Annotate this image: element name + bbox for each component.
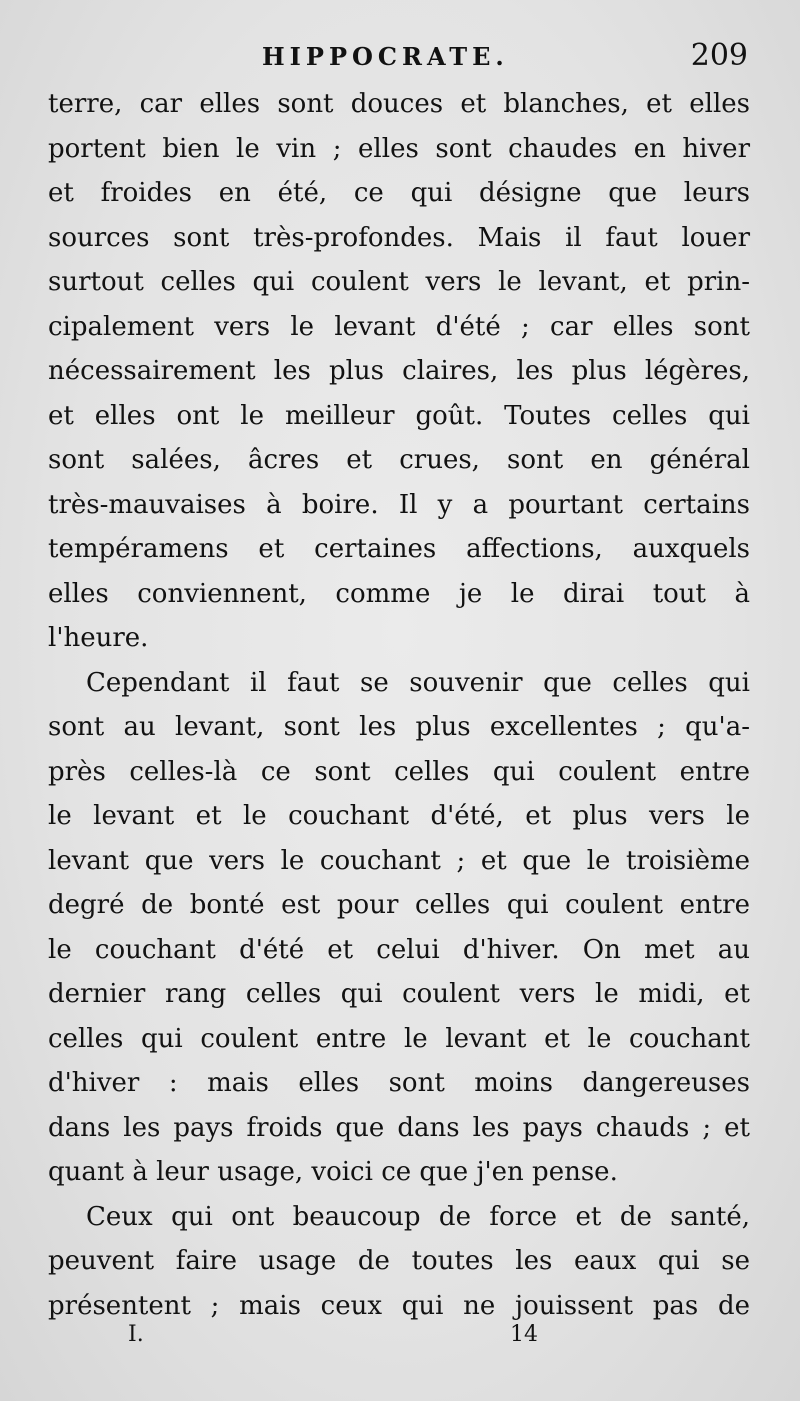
text-line: sources sont très-profondes. Mais il faut louer xyxy=(48,222,750,253)
page-number: 209 xyxy=(690,38,748,73)
text-line: l'heure. xyxy=(48,623,149,653)
text-line: le levant et le couchant d'été, et plus vers le xyxy=(48,801,750,831)
text-line: très-mauvaises à boire. Il y a pourtant certains xyxy=(48,489,750,520)
text-line: cipalement vers le levant d'été ; car elles sont xyxy=(48,311,750,342)
text-line: elles conviennent, comme je le dirai tout à xyxy=(48,578,750,609)
text-line: surtout celles qui coulent vers le levant, et prin- xyxy=(48,267,750,297)
text-line: dernier rang celles qui coulent vers le midi, et xyxy=(48,979,750,1009)
text-line: terre, car elles sont douces et blanches, et elles xyxy=(48,89,750,119)
text-line: tempéramens et certaines affections, auxquels xyxy=(48,534,750,564)
text-line: nécessairement les plus claires, les plus légères, xyxy=(48,356,750,386)
text-line: dans les pays froids que dans les pays chauds ; et xyxy=(48,1112,750,1143)
text-line: peuvent faire usage de toutes les eaux qui se xyxy=(48,1246,750,1276)
text-line: sont au levant, sont les plus excellentes ; qu'a- xyxy=(48,712,750,742)
text-line: le couchant d'été et celui d'hiver. On met au xyxy=(48,934,750,965)
text-line: présentent ; mais ceux qui ne jouissent pas de xyxy=(48,1290,750,1321)
running-head xyxy=(44,38,748,78)
text-line: sont salées, âcres et crues, sont en général xyxy=(48,445,750,475)
text-line: d'hiver : mais elles sont moins dangereuses xyxy=(48,1068,750,1098)
text-line: et froides en été, ce qui désigne que leurs xyxy=(48,178,750,208)
running-title: HIPPOCRATE. xyxy=(262,42,509,71)
text-line: celles qui coulent entre le levant et le couchant xyxy=(48,1023,750,1054)
text-line: Ceux qui ont beaucoup de force et de santé, xyxy=(86,1201,750,1232)
body-text xyxy=(48,82,750,1328)
text-line: levant que vers le couchant ; et que le troisième xyxy=(48,845,750,876)
text-line: et elles ont le meilleur goût. Toutes celles qui xyxy=(48,400,750,431)
text-line: portent bien le vin ; elles sont chaudes en hiver xyxy=(48,133,750,164)
signature-number: 14 xyxy=(510,1322,538,1347)
signature-mark: I. xyxy=(128,1322,144,1347)
text-line: Cependant il faut se souvenir que celles qui xyxy=(86,667,750,698)
text-line: quant à leur usage, voici ce que j'en pense. xyxy=(48,1157,618,1187)
text-line: degré de bonté est pour celles qui coulent entre xyxy=(48,890,750,920)
text-line: près celles-là ce sont celles qui coulent entre xyxy=(48,756,750,787)
page-footer xyxy=(0,1322,800,1362)
